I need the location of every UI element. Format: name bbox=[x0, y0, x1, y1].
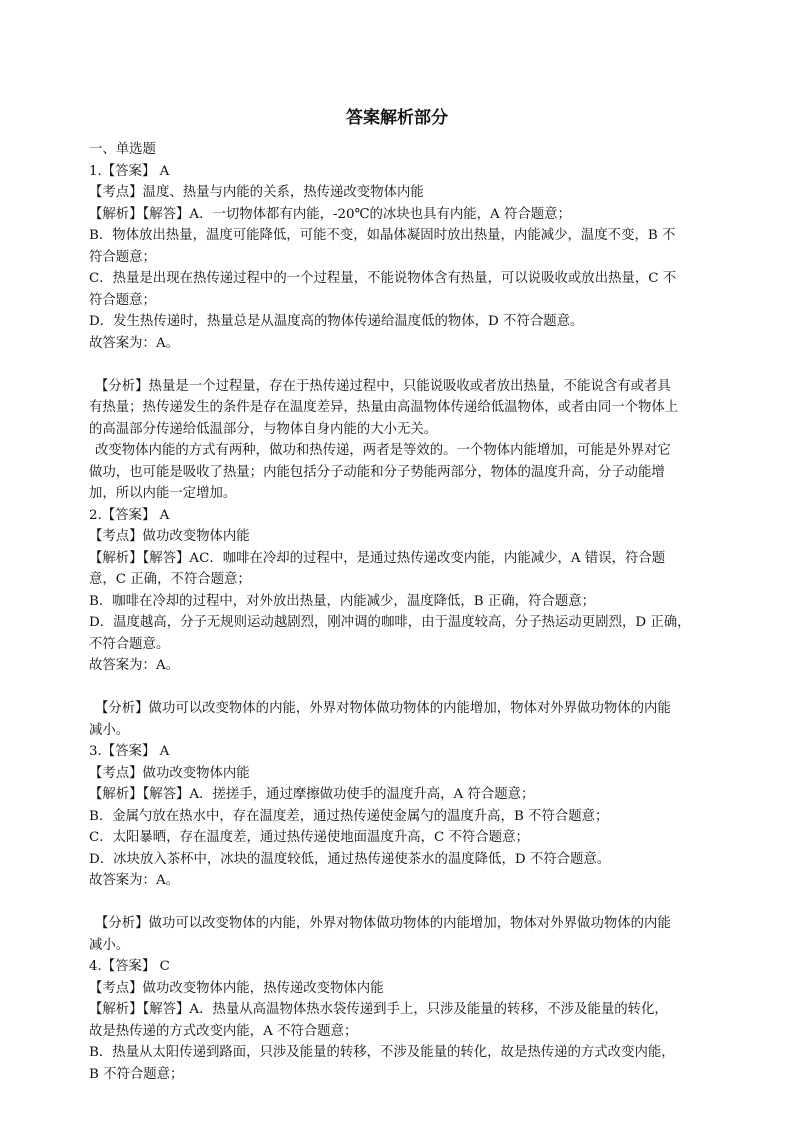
answer-content bbox=[89, 139, 709, 1085]
question-answer-line bbox=[89, 956, 709, 978]
fenxi-line: 改变物体内能的方式有两种，做功和热传递，两者是等效的。一个物体内能增加，可能是外界对它 bbox=[95, 443, 671, 458]
answer-label: 【答案】 A bbox=[101, 507, 170, 523]
spacer bbox=[89, 354, 709, 376]
question-number: 1. bbox=[89, 163, 102, 179]
fenxi-line: 有热量；热传递发生的条件是存在温度差异，热量由高温物体传递给低温物体，或者由同一个物体上 bbox=[89, 400, 679, 415]
knowledge-point: 【考点】做功改变物体内能，热传递改变物体内能 bbox=[89, 980, 384, 996]
fenxi-line: 【分析】做功可以改变物体的内能，外界对物体做功物体的内能增加，物体对外界做功物体的内能 bbox=[95, 916, 671, 931]
spacer bbox=[89, 677, 709, 699]
analysis-line: C．热量是出现在热传递过程中的一个过程量，不能说物体含有热量，可以说吸收或放出热量，C 不 bbox=[89, 271, 677, 286]
answer-label: 【答案】 C bbox=[101, 959, 170, 974]
analysis-line: B．物体放出热量，温度可能降低，可能不变，如晶体凝固时放出热量，内能减少，温度不变，B 不 bbox=[89, 228, 676, 243]
analysis-line: D．冰块放入茶杯中，冰块的温度较低，通过热传递使茶水的温度降低，D 不符合题意。 bbox=[89, 851, 611, 867]
analysis-line: 【解析】【解答】AC．咖啡在冷却的过程中，是通过热传递改变内能，内能减少，A 错误，符合题 bbox=[89, 550, 666, 566]
question-answer-line bbox=[89, 505, 709, 527]
question-number: 3. bbox=[89, 744, 102, 759]
fenxi-line: 减小。 bbox=[89, 937, 130, 953]
question-answer-line bbox=[89, 741, 709, 763]
spacer bbox=[89, 892, 709, 914]
answer-label: 【答案】 A bbox=[101, 163, 170, 179]
analysis-line: 故答案为：A。 bbox=[89, 658, 180, 673]
analysis-line: 【解析】【解答】A．一切物体都有内能，-20℃的冰块也具有内能，A 符合题意； bbox=[89, 206, 571, 222]
fenxi-line: 减小。 bbox=[89, 722, 130, 738]
analysis-line: B．金属勺放在热水中，存在温度差，通过热传递使金属勺的温度升高，B 不符合题意； bbox=[89, 808, 609, 824]
analysis-line: 符合题意； bbox=[89, 292, 156, 308]
analysis-line: C．太阳暴晒，存在温度差，通过热传递使地面温度升高，C 不符合题意； bbox=[89, 830, 529, 845]
analysis-line: D．发生热传递时，热量总是从温度高的物体传递给温度低的物体，D 不符合题意。 bbox=[89, 314, 584, 329]
analysis-line: 【解析】【解答】A．热量从高温物体热水袋传递到手上，只涉及能量的转移，不涉及能量的转化， bbox=[89, 1002, 668, 1017]
analysis-line: B 不符合题意； bbox=[89, 1066, 184, 1082]
fenxi-line: 【分析】热量是一个过程量，存在于热传递过程中，只能说吸收或者放出热量，不能说含有或者具 bbox=[95, 378, 671, 394]
analysis-line: 不符合题意。 bbox=[89, 636, 170, 652]
fenxi-line: 做功，也可能是吸收了热量；内能包括分子动能和分子势能两部分，物体的温度升高，分子动能增 bbox=[89, 464, 665, 480]
knowledge-point: 【考点】温度、热量与内能的关系，热传递改变物体内能 bbox=[89, 185, 424, 200]
section-heading: 一、单选题 bbox=[89, 142, 156, 157]
analysis-line: 符合题意； bbox=[89, 249, 156, 265]
question-answer-line bbox=[89, 161, 709, 183]
knowledge-point: 【考点】做功改变物体内能 bbox=[89, 765, 250, 781]
page-title: 答案解析部分 bbox=[346, 108, 448, 128]
fenxi-line: 【分析】做功可以改变物体的内能，外界对物体做功物体的内能增加，物体对外界做功物体的内能 bbox=[95, 701, 671, 716]
analysis-line: D．温度越高，分子无规则运动越剧烈，刚冲调的咖啡，由于温度较高，分子热运动更剧烈，D 正确， bbox=[89, 615, 691, 630]
fenxi-line: 的高温部分传递给低温部分，与物体自身内能的大小无关。 bbox=[89, 421, 438, 437]
analysis-line: 故是热传递的方式改变内能，A 不符合题意； bbox=[89, 1023, 358, 1039]
analysis-line: B．咖啡在冷却的过程中，对外放出热量，内能减少，温度降低，B 正确，符合题意； bbox=[89, 593, 595, 609]
question-number: 4. bbox=[89, 959, 102, 974]
analysis-line: 故答案为：A。 bbox=[89, 873, 180, 888]
fenxi-line: 加，所以内能一定增加。 bbox=[89, 486, 237, 501]
question-number: 2. bbox=[89, 507, 102, 523]
analysis-line: 【解析】【解答】A．搓搓手，通过摩擦做功使手的温度升高，A 符合题意； bbox=[89, 787, 535, 802]
analysis-line: 意，C 正确，不符合题意； bbox=[89, 572, 251, 587]
analysis-line: 故答案为：A。 bbox=[89, 335, 180, 351]
knowledge-point: 【考点】做功改变物体内能 bbox=[89, 529, 250, 544]
answer-label: 【答案】 A bbox=[101, 744, 170, 759]
analysis-line: B．热量从太阳传递到路面，只涉及能量的转移，不涉及能量的转化，故是热传递的方式改变内能， bbox=[89, 1045, 675, 1060]
